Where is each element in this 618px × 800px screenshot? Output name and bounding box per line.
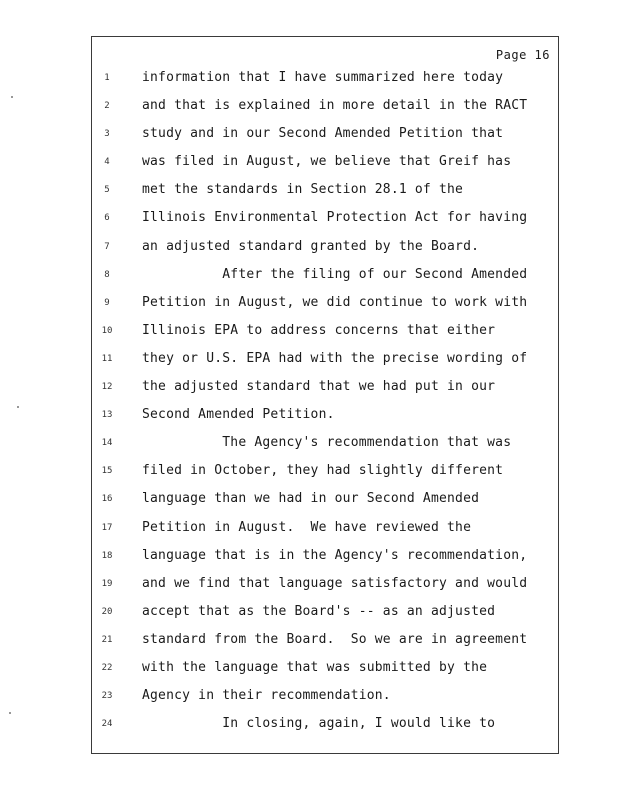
transcript-line: filed in October, they had slightly different [142,463,504,479]
transcript-line: accept that as the Board's -- as an adjusted [142,603,496,619]
transcript-line: information that I have summarized here today [142,70,504,85]
transcript-page [91,36,559,754]
transcript-line: Illinois Environmental Protection Act for having [142,210,528,226]
line-number: 19 [101,578,113,589]
line-number: 22 [101,662,113,673]
scan-speck [9,712,11,714]
transcript-line: and that is explained in more detail in the RACT [142,98,528,114]
line-number: 21 [101,634,113,645]
scan-speck [17,406,19,408]
line-number: 12 [101,382,113,393]
line-number: 1 [104,73,110,83]
page-number: Page 16 [495,48,550,62]
transcript-line: standard from the Board. So we are in agreement [142,631,528,647]
transcript-line: language than we had in our Second Amended [142,491,480,507]
line-number: 7 [104,241,110,252]
transcript-line: the adjusted standard that we had put in our [142,379,496,395]
transcript-line: Agency in their recommendation. [142,688,391,704]
transcript-line: study and in our Second Amended Petition that [142,126,504,142]
line-number: 15 [101,466,113,477]
transcript-line: After the filing of our Second Amended [142,266,528,282]
transcript-line: an adjusted standard granted by the Board. [142,238,480,254]
transcript-body [142,68,552,742]
line-number: 2 [104,101,110,112]
transcript-line: Petition in August, we did continue to work with [142,294,528,310]
transcript-line: language that is in the Agency's recommendation, [142,547,528,563]
line-number: 18 [101,550,113,561]
scan-speck [11,96,13,98]
line-number: 17 [101,522,113,533]
line-number: 23 [101,691,113,702]
line-number: 13 [101,410,113,421]
line-number-column [92,68,122,742]
transcript-line: was filed in August, we believe that Greif has [142,154,512,170]
line-number: 14 [101,438,113,449]
line-number: 4 [104,157,110,168]
transcript-line: The Agency's recommendation that was [142,435,512,451]
line-number: 24 [101,719,113,730]
line-number: 10 [101,325,113,336]
transcript-line: Petition in August. We have reviewed the [142,519,472,535]
line-number: 6 [104,213,110,224]
line-number: 5 [104,185,110,196]
transcript-line: Illinois EPA to address concerns that either [142,322,496,338]
transcript-line: and we find that language satisfactory and would [142,575,528,591]
line-number: 20 [101,606,113,617]
transcript-line: they or U.S. EPA had with the precise wording of [142,350,528,366]
transcript-line: with the language that was submitted by the [142,659,488,675]
line-number: 3 [104,129,110,140]
line-number: 16 [101,494,113,505]
line-number: 8 [104,269,110,280]
transcript-line: Second Amended Petition. [142,407,335,423]
line-number: 11 [101,353,113,364]
transcript-line: met the standards in Section 28.1 of the [142,182,464,198]
line-number: 9 [104,297,110,308]
transcript-line: In closing, again, I would like to [142,716,496,732]
